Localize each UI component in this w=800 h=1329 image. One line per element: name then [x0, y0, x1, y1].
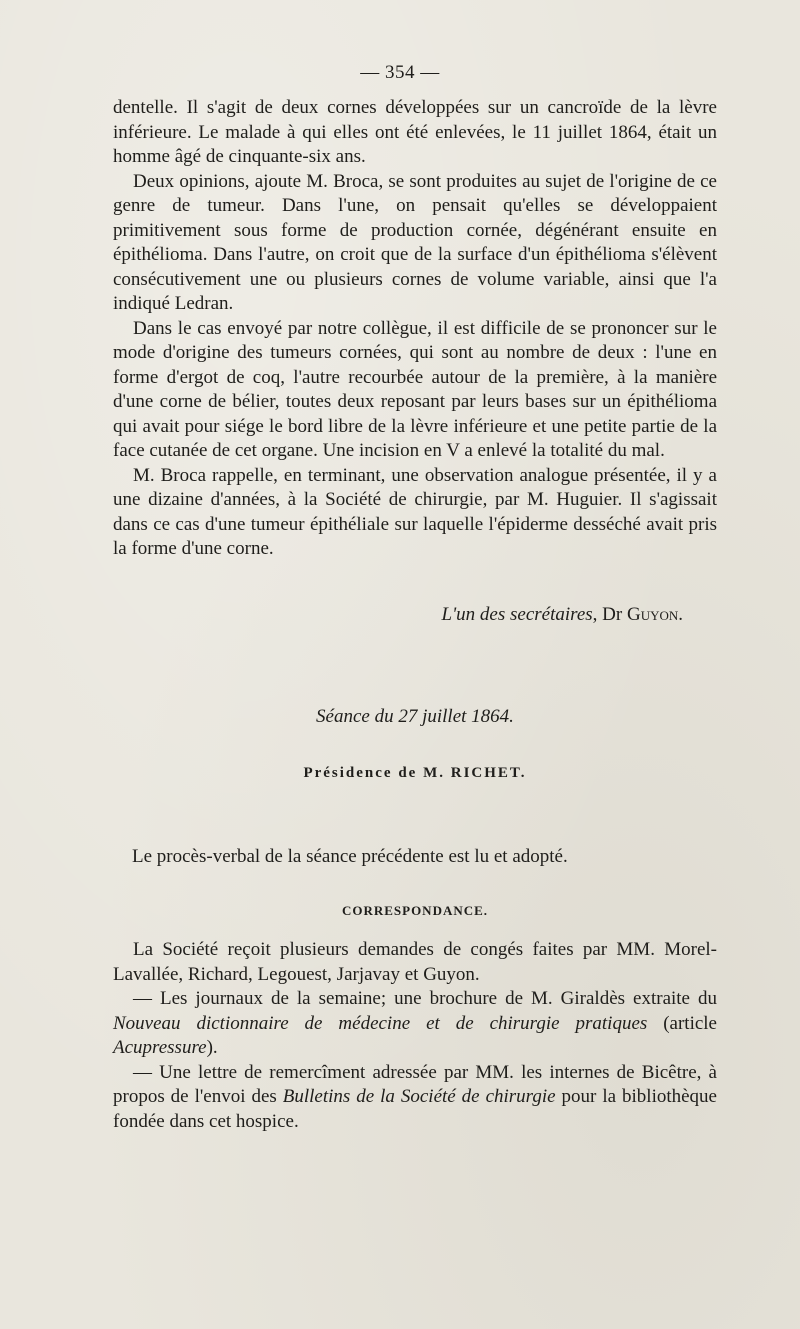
- paragraph-text: — Les journaux de la semaine; une brochure de M. Giraldès extraite du: [133, 988, 717, 1009]
- paragraph-italic: Acupressure: [113, 1037, 207, 1058]
- paragraph-text: — Une lettre de remercîment adressée par MM. les internes de Bicêtre, à propos de l'envoi des: [113, 1061, 717, 1107]
- paragraph: dentelle. Il s'agit de deux cornes développées sur un cancroïde de la lèvre inférieure. Le malade à qui elles ont été enlevées, le 11 juillet 1864, était un homme âgé de cinquante-six ans.: [113, 97, 717, 167]
- signature-title: Dr: [602, 604, 623, 625]
- paragraph: [113, 1061, 717, 1135]
- signature-name: Guyon.: [626, 604, 683, 625]
- paragraph: M. Broca rappelle, en terminant, une observation analogue présentée, il y a une dizaine d'années, à la Société de chirurgie, par M. Huguier. Il s'agissait dans ce cas d'une tumeur épithéliale sur laquelle l'épiderme desséché avait pris la forme d'une corne.: [113, 464, 717, 559]
- signature-role: L'un des secrétaires: [441, 604, 593, 625]
- body-text-top: [113, 96, 717, 562]
- paragraph: La Société reçoit plusieurs demandes de congés faites par MM. Morel-Lavallée, Richard, Legouest, Jarjavay et Guyon.: [113, 939, 717, 985]
- signature: [113, 604, 683, 626]
- signature-separator: ,: [592, 604, 603, 625]
- correspondence-heading: CORRESPONDANCE.: [341, 903, 489, 918]
- paragraph: Dans le cas envoyé par notre collègue, il est difficile de se prononcer sur le mode d'origine des tumeurs cornées, qui sont au nombre de deux : l'une en forme d'ergot de coq, l'autre recourbée autour de la première, à la manière d'une corne de bélier, toutes deux reposant par leurs bases sur un épithélioma qui avait pour siége le bord libre de la lèvre inférieure et une petite partie de la face cutanée de cet organe. Une incision en V a enlevé la totalité du mal.: [113, 317, 717, 461]
- minutes-statement: Le procès-verbal de la séance précédente est lu et adopté.: [132, 846, 568, 867]
- paragraph: Deux opinions, ajoute M. Broca, se sont produites au sujet de l'origine de ce genre de tumeur. Dans l'une, on pensait qu'elles se développaient primitivement sous forme de production cornée, dégénérant ensuite en épithélioma. Dans l'autre, on croit que de la surface d'un épithélioma s'élèvent consécutivement une ou plusieurs cornes de volume variable, ainsi que l'a indiqué Ledran.: [113, 170, 717, 314]
- paragraph-italic: Nouveau dictionnaire de médecine et de chirurgie pratiques: [113, 1012, 648, 1034]
- session-date-heading: Séance du 27 juillet 1864.: [316, 706, 514, 727]
- paragraph-italic: Bulletins de la Société de chirurgie: [282, 1086, 556, 1107]
- presidency-heading: Présidence de M. RICHET.: [303, 765, 527, 781]
- body-text-bottom: [113, 938, 717, 1134]
- paragraph-text: ).: [206, 1037, 218, 1058]
- paragraph: [113, 987, 717, 1061]
- paragraph-text: pour la bibliothèque fondée dans cet hospice.: [113, 1086, 717, 1132]
- page-number: — 354 —: [360, 62, 440, 83]
- paragraph-text: (article: [647, 1012, 717, 1034]
